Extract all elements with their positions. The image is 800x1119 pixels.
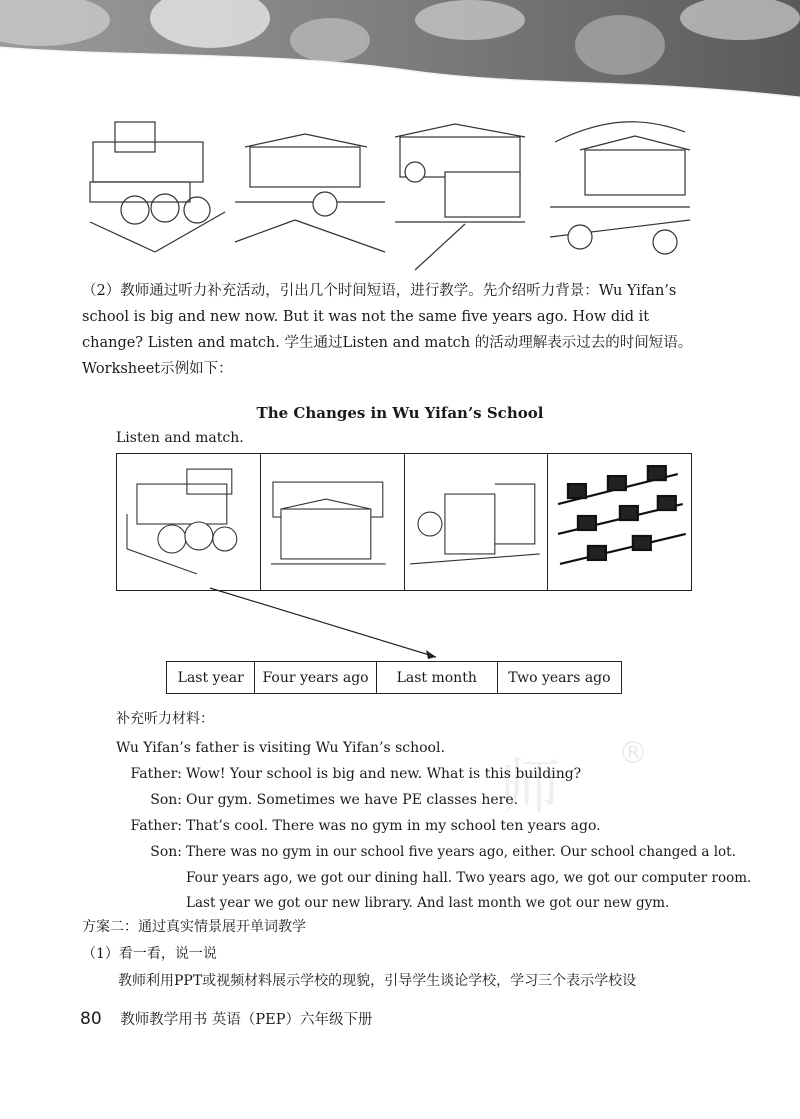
utterance: That’s cool. There was no gym in my school ten years ago. (186, 818, 601, 834)
utterance: There was no gym in our school five years ago, either. Our school changed a lot. (186, 844, 736, 860)
worksheet-title: The Changes in Wu Yifan’s School (256, 404, 544, 422)
step-1-body: 教师利用PPT或视频材料展示学校的现貌，引导学生谈论学校，学习三个表示学校设 (118, 973, 637, 989)
speaker: Father: (130, 766, 182, 782)
school-sketches-row (85, 112, 695, 272)
paragraph-2: （2）教师通过听力补充活动，引出几个时间短语，进行教学。先介绍听力背景：Wu Yifan’s school is big and new now. But it was not the same five years ago. How did it change? Listen and match. 学生通过Listen and match 的活动理解表示过去的时间短语。Worksheet示例如下： (82, 283, 693, 377)
page-footer (80, 1008, 372, 1029)
worksheet-instruction: Listen and match. (116, 430, 244, 446)
utterance: Our gym. Sometimes we have PE classes here. (186, 792, 519, 808)
plan-2-heading: 方案二：通过真实情景展开单词教学 (82, 919, 306, 935)
book-title: 教师教学用书 英语（PEP）六年级下册 (120, 1012, 373, 1028)
picture-dining-hall (405, 454, 549, 590)
dialogue-continuation: Four years ago, we got our dining hall. Two years ago, we got our computer room. (186, 870, 752, 886)
picture-gym (261, 454, 405, 590)
time-phrase-table (166, 661, 622, 694)
label-cell: Last month (377, 662, 498, 693)
listening-intro: Wu Yifan’s father is visiting Wu Yifan’s school. (116, 740, 445, 756)
label-cell: Last year (167, 662, 255, 693)
speaker: Father: (130, 818, 182, 834)
label-cell: Two years ago (508, 669, 611, 686)
watermark-registered: ® (618, 736, 648, 771)
step-1-heading: （1）看一看，说一说 (82, 946, 217, 962)
picture-computer-room (548, 454, 691, 590)
dialogue-continuation: Last year we got our new library. And last month we got our new gym. (186, 895, 670, 911)
label-cell: Four years ago (255, 662, 376, 693)
utterance: Wow! Your school is big and new. What is this building? (186, 766, 582, 782)
speaker: Son: (150, 844, 182, 860)
speaker: Son: (150, 792, 182, 808)
listening-heading: 补充听力材料： (116, 711, 214, 727)
page-number: 80 (80, 1009, 102, 1029)
worksheet-picture-row (116, 453, 692, 591)
watermark-logo: 师 (500, 753, 560, 823)
picture-library (117, 454, 261, 590)
header-floral-banner (0, 0, 800, 98)
